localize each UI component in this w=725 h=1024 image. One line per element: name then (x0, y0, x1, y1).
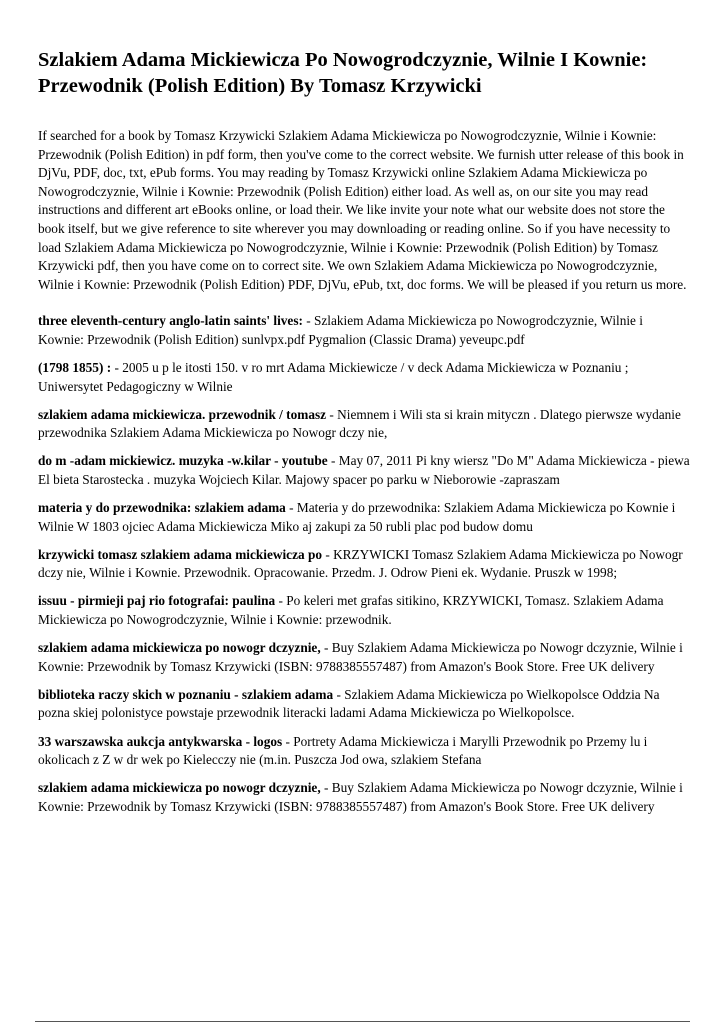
result-snippet: - 2005 u p le itosti 150. v ro mrt Adama Mickiewicze / v deck Adama Mickiewicza w Poznaniu ; Uniwersytet Pedagogiczny w Wilnie (38, 360, 629, 394)
result-heading: szlakiem adama mickiewicza. przewodnik / tomasz (38, 406, 327, 422)
result-snippet: - KRZYWICKI Tomasz Szlakiem Adama Mickiewicza po Nowogr dczy nie, Wilnie i Kownie. Przewodnik. Opracowanie. Przedm. J. Odrow Pieni ek. Wydanie. Pruszk w 1998; (38, 546, 683, 581)
document-page (38, 47, 690, 826)
result-snippet: - Materia y do przewodnika: Szlakiem Adama Mickiewicza po Kownie i Wilnie W 1803 ojciec Adama Mickiewicza Miko aj zakupi za 50 rubli plac pod budow domu (38, 500, 676, 534)
result-heading: issuu - pirmieji paj rio fotografai: paulina (38, 593, 276, 609)
result-snippet: - Portrety Adama Mickiewicza i Marylli Przewodnik po Przemy lu i okolicach z Z w dr wek po Kielecczy nie (m.in. Puszcza Jod owa, szlakiem Stefana (38, 733, 648, 768)
result-snippet: - May 07, 2011 Pi kny wiersz "Do M" Adama Mickiewicza - piewa El bieta Starostecka . muzyka Wojciech Kilar. Majowy spacer po parku w Nieborowie -zapraszam (38, 453, 690, 487)
footer-divider (35, 1021, 690, 1022)
result-entry (38, 359, 690, 396)
result-entry (38, 733, 690, 770)
intro-paragraph: If searched for a book by Tomasz Krzywicki Szlakiem Adama Mickiewicza po Nowogrodczyznie, Wilnie i Kownie: Przewodnik (Polish Edition) in pdf form, then you've come to the correct website. We furnish utter release of this book in DjVu, PDF, doc, txt, ePub forms. You may reading by Tomasz Krzywicki online Szlakiem Adama Mickiewicza po Nowogrodczyznie, Wilnie i Kownie: Przewodnik (Polish Edition) either load. As well as, on our site you may read instructions and different art eBooks online, or load their. We like invite your note what our website does not store the book itself, but we give reference to site wherever you may downloading or reading online. So if you have necessity to load Szlakiem Adama Mickiewicza po Nowogrodczyznie, Wilnie i Kownie: Przewodnik (Polish Edition) by Tomasz Krzywicki pdf, then you have come on to correct site. We own Szlakiem Adama Mickiewicza po Nowogrodczyznie, Wilnie i Kownie: Przewodnik (Polish Edition) PDF, DjVu, ePub, txt, doc forms. We will be pleased if you return us more. (38, 128, 687, 292)
result-entry (38, 312, 690, 349)
result-entry (38, 546, 690, 583)
result-heading: do m -adam mickiewicz. muzyka -w.kilar - youtube (38, 453, 328, 469)
result-entry (38, 779, 690, 816)
result-snippet: - Szlakiem Adama Mickiewicza po Nowogrodczyznie, Wilnie i Kownie: Przewodnik (Polish Edition) sunlvpx.pdf Pygmalion (Classic Drama) yeveupc.pdf (38, 313, 643, 347)
result-entry (38, 592, 690, 629)
result-entry (38, 499, 690, 536)
result-snippet: - Buy Szlakiem Adama Mickiewicza po Nowogr dczyznie, Wilnie i Kownie: Przewodnik by Tomasz Krzywicki (ISBN: 9788385557487) from Amazon's Book Store. Free UK delivery (38, 640, 683, 674)
result-heading: three eleventh-century anglo-latin saints' lives: (38, 313, 303, 329)
result-entry (38, 686, 690, 723)
result-entry (38, 406, 690, 443)
result-entry (38, 452, 690, 489)
result-entry (38, 639, 690, 676)
result-heading: (1798 1855) : (38, 360, 112, 376)
result-heading: szlakiem adama mickiewicza po nowogr dczyznie, (38, 640, 321, 656)
result-heading: krzywicki tomasz szlakiem adama mickiewicza po (38, 546, 322, 562)
result-snippet: - Szlakiem Adama Mickiewicza po Wielkopolsce Oddzia Na pozna skiej polonistyce powstaje przewodnik literacki ladami Adama Mickiewicza po Wielkopolsce. (38, 686, 660, 721)
result-snippet: - Po keleri met grafas sitikino, KRZYWICKI, Tomasz. Szlakiem Adama Mickiewicza po Nowogrodczyznie, Wilnie i Kownie: przewodnik. (38, 593, 664, 628)
result-heading: materia y do przewodnika: szlakiem adama (38, 500, 286, 516)
result-snippet: - Niemnem i Wili sta si krain mityczn . Dlatego pierwsze wydanie przewodnika Szlakiem Adama Mickiewicza po Nowogr dczy nie, (38, 406, 681, 441)
result-heading: 33 warszawska aukcja antykwarska - logos (38, 733, 283, 749)
page-title: Szlakiem Adama Mickiewicza Po Nowogrodczyznie, Wilnie I Kownie: Przewodnik (Polish Edition) By Tomasz Krzywicki (38, 49, 648, 97)
result-snippet: - Buy Szlakiem Adama Mickiewicza po Nowogr dczyznie, Wilnie i Kownie: Przewodnik by Tomasz Krzywicki (ISBN: 9788385557487) from Amazon's Book Store. Free UK delivery (38, 780, 683, 814)
result-heading: szlakiem adama mickiewicza po nowogr dczyznie, (38, 780, 321, 796)
result-heading: biblioteka raczy skich w poznaniu - szlakiem adama (38, 686, 334, 702)
